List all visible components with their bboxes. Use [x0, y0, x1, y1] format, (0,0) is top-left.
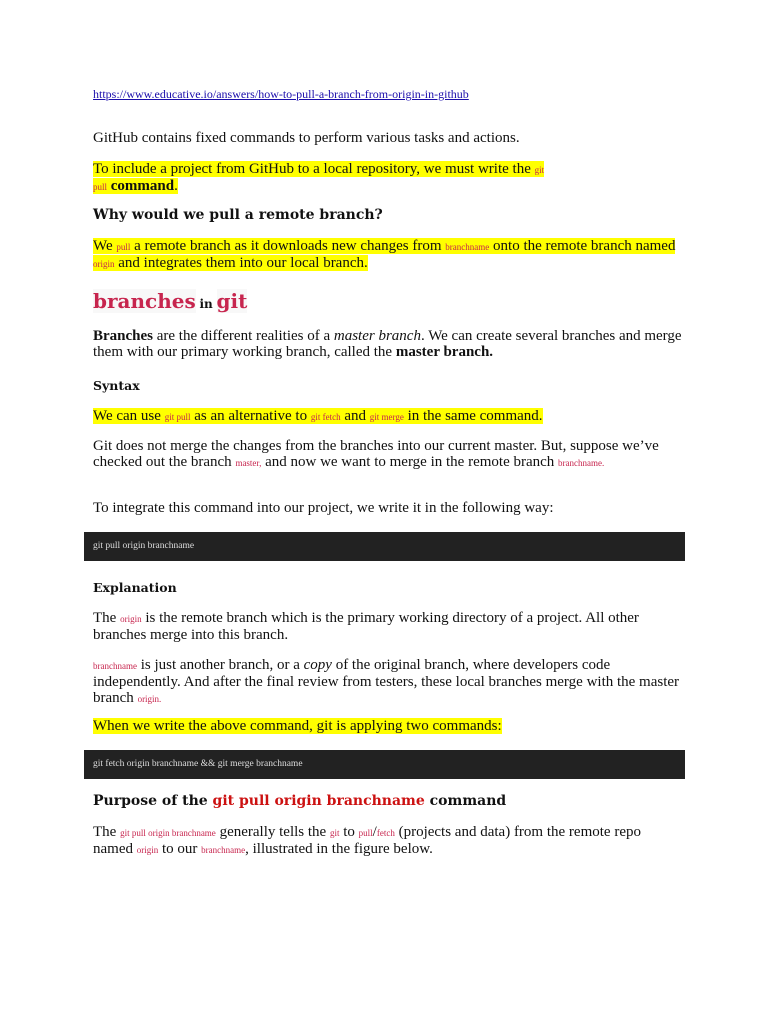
syntax-heading: Syntax [93, 378, 140, 393]
code-block-pull: git pull origin branchname [84, 532, 685, 561]
why-heading: Why would we pull a remote branch? [93, 207, 383, 223]
code-block-fetch-merge: git fetch origin branchname && git merge branchname [84, 750, 685, 779]
inline-code: branchname [445, 242, 490, 252]
inline-code: fetch [376, 828, 395, 838]
pull-paragraph: We pull a remote branch as it downloads new changes from branchname onto the remote branch named origin and integrates them into our local branch. [93, 238, 676, 271]
inline-code: pull [93, 182, 108, 192]
inline-code: git [534, 165, 545, 175]
inline-code: git [329, 828, 340, 838]
alternative-paragraph: We can use git pull as an alternative to git fetch and git merge in the same command. [93, 408, 543, 424]
inline-code: branchname [93, 661, 137, 671]
inline-code: git fetch [310, 412, 341, 422]
explanation-heading: Explanation [93, 580, 177, 595]
inline-code: git merge [369, 412, 404, 422]
inline-code: branchname [201, 845, 246, 855]
purpose-paragraph: The git pull origin branchname generally tells the git to pull/fetch (projects and data) from the remote repo named origin to our branchname, illustrated in the figure below. [93, 824, 641, 857]
inline-code: git pull [164, 412, 191, 422]
include-paragraph: To include a project from GitHub to a local repository, we must write the git pull command. [93, 161, 545, 194]
branchname-paragraph: branchname is just another branch, or a copy of the original branch, where developers code independently. And after the final review from testers, these local branches merge with the master branch origin. [93, 657, 680, 706]
inline-code: origin [93, 259, 115, 269]
inline-code: master, [235, 458, 262, 468]
merge-paragraph: Git does not merge the changes from the branches into our current master. But, suppose we’ve checked out the branch master, and now we want to merge in the remote branch branchname. [93, 438, 659, 470]
purpose-heading: Purpose of the git pull origin branchname command [93, 793, 507, 809]
inline-code: origin. [137, 694, 162, 704]
inline-code: origin [120, 614, 142, 624]
branches-heading: branches in git [93, 289, 248, 313]
inline-code: pull [358, 828, 373, 838]
integrate-paragraph: To integrate this command into our project, we write it in the following way: [93, 500, 554, 516]
intro-paragraph: GitHub contains fixed commands to perform various tasks and actions. [93, 130, 520, 146]
inline-code: branchname. [558, 458, 605, 468]
source-link[interactable]: https://www.educative.io/answers/how-to-pull-a-branch-from-origin-in-github [93, 87, 469, 101]
inline-code: git pull origin branchname [120, 828, 216, 838]
origin-paragraph: The origin is the remote branch which is the primary working directory of a project. All other branches merge into this branch. [93, 610, 639, 643]
inline-code: origin [136, 845, 159, 855]
inline-code: pull [116, 242, 131, 252]
branches-paragraph: Branches are the different realities of a master branch. We can create several branches and merge them with our primary working branch, called the master branch. [93, 328, 682, 360]
two-commands-paragraph: When we write the above command, git is applying two commands: [93, 718, 502, 734]
